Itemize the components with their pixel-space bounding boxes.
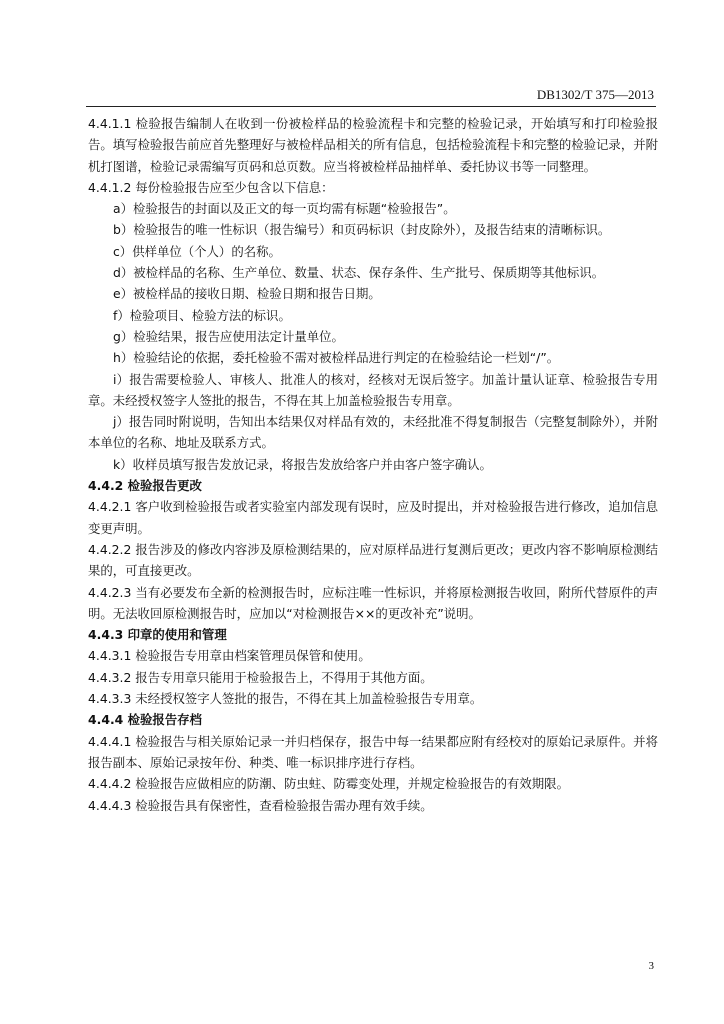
- clause-paragraph: 4.4.1.2 每份检验报告应至少包含以下信息：: [88, 179, 334, 195]
- section-heading: 4.4.3 印章的使用和管理: [88, 627, 227, 643]
- clause-paragraph: 4.4.3.3 未经授权签字人签批的报告，不得在其上加盖检验报告专用章。: [88, 691, 483, 707]
- list-item: d）被检样品的名称、生产单位、数量、状态、保存条件、生产批号、保质期等其他标识。: [113, 265, 605, 281]
- header-divider: [86, 106, 656, 107]
- document-body: [88, 113, 658, 816]
- list-item: h）检验结论的依据，委托检验不需对被检样品进行判定的在检验结论一栏划“/”。: [113, 350, 560, 366]
- list-item: k）收样员填写报告发放记录，将报告发放给客户并由客户签字确认。: [113, 456, 492, 472]
- clause-paragraph: 4.4.2.2 报告涉及的修改内容涉及原检测结果的，应对原样品进行复测后更改；更改内容不影响原检测结果的，可直接更改。: [88, 541, 658, 579]
- list-item: f）检验项目、检验方法的标识。: [113, 307, 291, 323]
- clause-paragraph: 4.4.1.1 检验报告编制人在收到一份被检样品的检验流程卡和完整的检验记录，开始填写和打印检验报告。填写检验报告前应首先整理好与被检样品相关的所有信息，包括检验流程卡和完整的检验记录，并附机打图谱，检验记录需编写页码和总页数。应当将被检样品抽样单、委托协议书等一同整理。: [88, 116, 658, 174]
- section-heading: 4.4.2 检验报告更改: [88, 478, 202, 494]
- clause-paragraph: 4.4.4.2 检验报告应做相应的防潮、防虫蛀、防霉变处理，并规定检验报告的有效期限。: [88, 776, 569, 792]
- clause-paragraph: 4.4.4.3 检验报告具有保密性，查看检验报告需办理有效手续。: [88, 797, 433, 813]
- clause-paragraph: 4.4.2.3 当有必要发布全新的检测报告时，应标注唯一性标识，并将原检测报告收回，附所代替原件的声明。无法收回原检测报告时，应加以“对检测报告××的更改补充”说明。: [88, 584, 658, 621]
- page-number: 3: [648, 960, 654, 972]
- document-code: DB1302/T 375—2013: [536, 87, 654, 102]
- list-item: g）检验结果，报告应使用法定计量单位。: [113, 328, 344, 344]
- clause-paragraph: 4.4.2.1 客户收到检验报告或者实验室内部发现有误时，应及时提出，并对检验报告进行修改，追加信息变更声明。: [88, 499, 658, 536]
- list-item: i）报告需要检验人、审核人、批准人的核对，经核对无误后签字。加盖计量认证章、检验报告专用章。未经授权签字人签批的报告，不得在其上加盖检验报告专用章。: [88, 371, 658, 408]
- list-item: j）报告同时附说明，告知出本结果仅对样品有效的，未经批准不得复制报告（完整复制除外），并附本单位的名称、地址及联系方式。: [88, 414, 658, 451]
- clause-paragraph: 4.4.4.1 检验报告与相关原始记录一并归档保存，报告中每一结果都应附有经校对的原始记录原件。并将报告副本、原始记录按年份、种类、唯一标识排序进行存档。: [88, 733, 658, 770]
- clause-paragraph: 4.4.3.1 检验报告专用章由档案管理员保管和使用。: [88, 648, 371, 664]
- list-item: e）被检样品的接收日期、检验日期和报告日期。: [113, 286, 381, 302]
- list-item: c）供样单位（个人）的名称。: [113, 243, 281, 259]
- list-item: b）检验报告的唯一性标识（报告编号）和页码标识（封皮除外），及报告结束的清晰标识。: [113, 222, 611, 238]
- list-item: a）检验报告的封面以及正文的每一页均需有标题“检验报告”。: [113, 201, 456, 217]
- section-heading: 4.4.4 检验报告存档: [88, 712, 202, 728]
- clause-paragraph: 4.4.3.2 报告专用章只能用于检验报告上，不得用于其他方面。: [88, 669, 433, 685]
